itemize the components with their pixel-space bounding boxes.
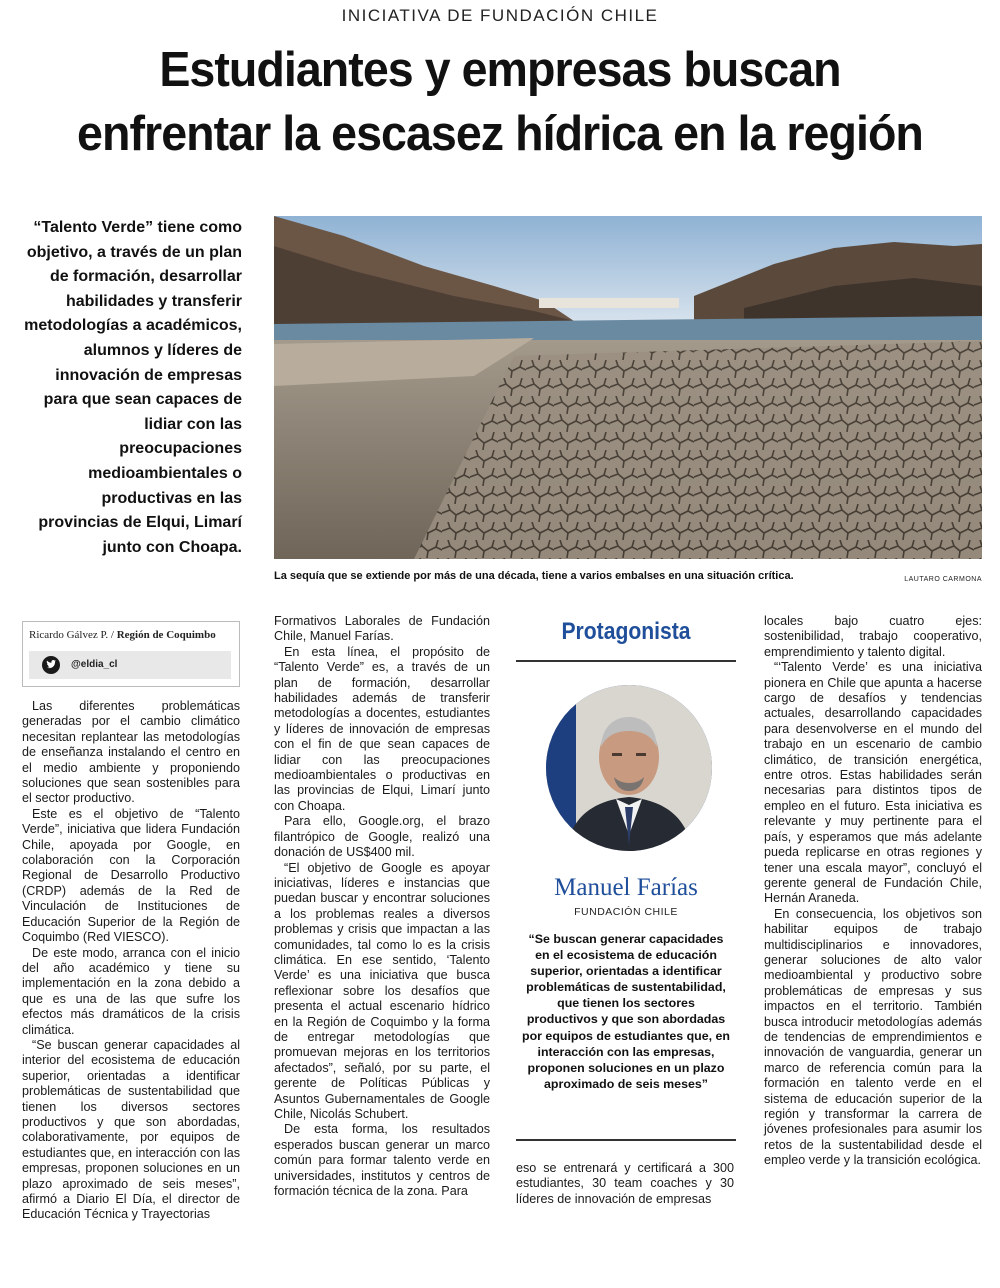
body-paragraph: Formativos Laborales de Fundación Chile, Manuel Farías. [274,614,490,644]
body-paragraph: “Se buscan generar capacidades al interior del ecosistema de educación superior, orientadas a identificar problemáticas de sustentabilidad que tienen los diversos sectores productivos y que son abordadas, colaborativamente, por equipos de estudiantes que, en interacción con las empresas, proponen soluciones en un plazo aproximado de seis meses”, afirmó a Diario El Día, el director de Educación Técnica y Trayectorias [22,1037,240,1222]
protagonista-bottom-divider [516,1139,736,1141]
byline [29,629,235,641]
body-paragraph: “El objetivo de Google es apoyar iniciativas, líderes e instancias que puedan buscar y encontrar soluciones a los problemas reales a diversos problemas y crisis que impactan a las comunidades, tal como lo es la crisis climática. En ese sentido, ‘Talento Verde’ es una iniciativa que busca reflexionar sobre los desafíos que presenta el actual escenario hídrico en la Región de Coquimbo y la forma de entregar metodologías que promuevan mejoras en los territorios afectados”, señaló, por su parte, el gerente de Políticas Públicas y Asuntos Gubernamentales de Google Chile, Nicolás Schubert. [274,860,490,1121]
body-column-4 [764,614,982,1169]
headline [25,38,975,166]
body-paragraph: De este modo, arranca con el inicio del año académico y tiene su implementación en la zona debido a que es una de las que sufre los efectos más dramáticos de la crisis climática. [22,945,240,1037]
twitter-row [29,651,231,679]
byline-region: Región de Coquimbo [116,629,216,641]
lead-paragraph: “Talento Verde” tiene como objetivo, a través de un plan de formación, desarrollar habilidades y transferir metodologías a académicos, alumnos y líderes de innovación de empresas para que sean capaces de lidiar con las preocupaciones medioambientales o productivas en las provincias de Elqui, Limarí junto con Choapa. [24,219,242,556]
photo-caption: La sequía que se extiende por más de una década, tiene a varios embalses en una situación crítica. [274,570,794,582]
protagonista-organization: FUNDACIÓN CHILE [574,906,678,918]
twitter-bird-icon [42,656,60,674]
byline-box [22,621,240,687]
body-paragraph: locales bajo cuatro ejes: sostenibilidad, trabajo cooperativo, emprendimiento y talento digital. [764,614,982,659]
protagonista-heading: Protagonista [561,618,691,645]
protagonista-quote: “Se buscan generar capacidades en el ecosistema de educación superior, orientadas a identificar problemáticas de sustentabilidad, que tienen los sectores productivos y que son abordadas por equipos de estudiantes que, en interacción con las empresas, proponen soluciones en un plazo aproximado de seis meses” [522,932,730,1091]
twitter-handle: @eldia_cl [71,659,118,670]
protagonista-divider [516,660,736,662]
body-paragraph: En esta línea, el propósito de “Talento Verde” es, a través de un plan de formación, desarrollar habilidades además de transferir metodologías a docentes, estudiantes y líderes de innovación de empresas con el fin de que sean capaces de lidiar con las preocupaciones medioambientales o productivas en las provincias de Elqui, Limarí junto con Choapa. [274,644,490,813]
body-paragraph: De esta forma, los resultados esperados buscan generar un marco común para formar talento verde en universidades, institutos y centros de formación técnica de la zona. Para [274,1122,490,1199]
photo-credit: LAUTARO CARMONA [904,576,982,583]
body-paragraph: Para ello, Google.org, el brazo filantrópico de Google, realizó una donación de US$400 mil. [274,814,490,860]
body-paragraph: “‘Talento Verde’ es una iniciativa pionera en Chile que apunta a hacerse cargo de desafíos y tendencias actuales, desarrollando capacidades para desenvolverse en el mundo del trabajo en un escenario de cambio climático, de transición energética, entre otros. Estas habilidades serán necesarias para distintos tipos de empleo en el futuro. Esta iniciativa es relevante y muy pertinente para el país, y esperamos que más adelante pueda replicarse en otras regiones y tener una escala mayor”, concluyó el gerente general de Fundación Chile, Hernán Araneda. [764,660,982,906]
headline-line-2: enfrentar la escasez hídrica en la región [77,107,923,161]
headline-line-1: Estudiantes y empresas buscan [159,43,841,97]
body-column-3 [516,1161,734,1207]
portrait-photo [546,685,712,851]
body-paragraph: En consecuencia, los objetivos son habilitar equipos de trabajo multidisciplinarios e innovadores, generar soluciones de alto valor medioambiental y productivo sobre problemáticas de empresas y sus impactos en el territorio. También busca introducir metodologías además de tendencias de emprendimientos e innovación de vanguardia, generar un marco de referencia común para la formación en talento verde en el sistema de educación superior de la región y transformar la carrera de jóvenes profesionales para asumir los retos de la sustentabilidad desde el empleo verde y la transición ecológica. [764,906,982,1168]
byline-separator: / [108,629,117,641]
protagonista-name: Manuel Farías [554,874,698,901]
section-kicker: INICIATIVA DE FUNDACIÓN CHILE [341,6,659,25]
body-column-1 [22,699,240,1223]
body-paragraph: eso se entrenará y certificará a 300 estudiantes, 30 team coaches y 30 líderes de innovación de empresas [516,1161,734,1206]
body-column-2 [274,614,490,1199]
drought-reservoir-photo [274,216,982,559]
byline-author: Ricardo Gálvez P. [29,629,109,641]
body-paragraph: Las diferentes problemáticas generadas por el cambio climático necesitan replantear las metodologías de enseñanza instalando el centro en el medio ambiente y proponiendo soluciones que sean sostenibles para el sector productivo. [22,699,240,806]
body-paragraph: Este es el objetivo de “Talento Verde”, iniciativa que lidera Fundación Chile, apoyada por Google, en colaboración con la Corporación Regional de Desarrollo Productivo (CRDP) además de la Red de Vinculación de Instituciones de Educación Superior de la Región de Coquimbo (Red VIESCO). [22,806,240,945]
